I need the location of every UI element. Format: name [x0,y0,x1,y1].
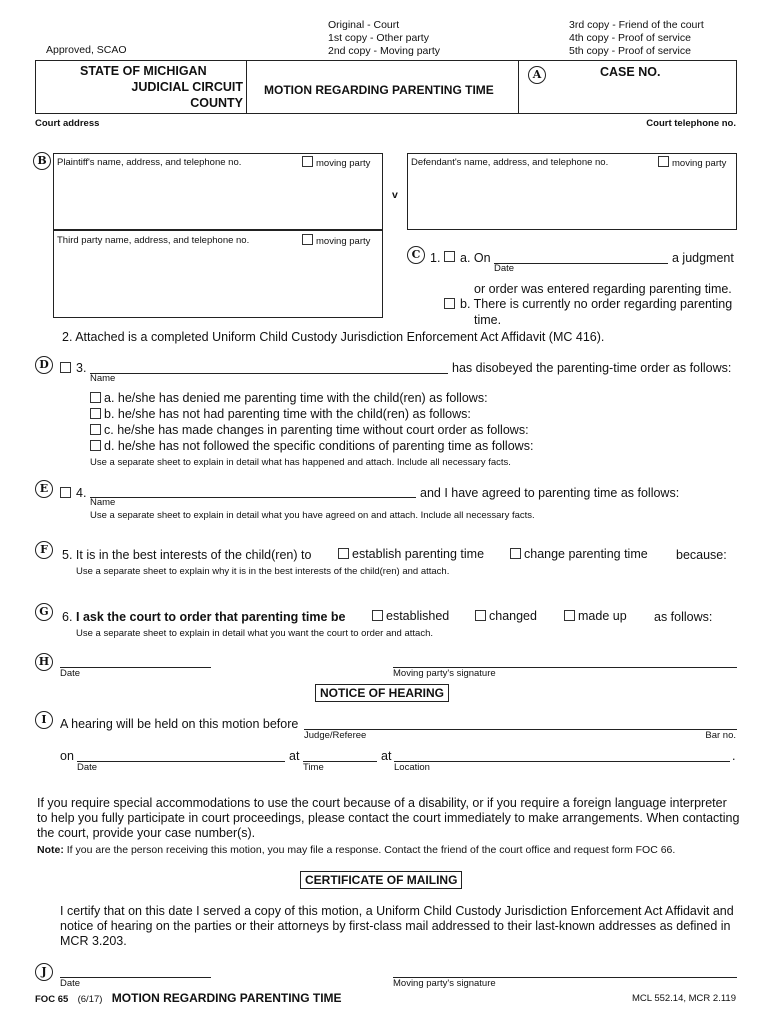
item3-number: 3. [76,361,87,375]
bar-no-label: Bar no. [705,730,736,741]
item1-number: 1. [430,251,441,265]
case-no-label: CASE NO. [600,65,661,79]
item5-opt-change[interactable]: change parenting time [510,547,648,561]
marker-d: D [35,356,53,374]
footer-title: MOTION REGARDING PARENTING TIME [111,991,342,1005]
item4-number: 4. [76,486,87,500]
title-divider-1 [246,60,247,114]
item6-text: I ask the court to order that parenting time be [76,610,346,624]
item1-a-suffix: a judgment [672,251,734,265]
hearing-date-label: Date [77,762,98,773]
at-label-2: at [381,749,392,763]
hearing-location-field[interactable] [394,761,730,762]
certificate-signature-label: Moving party's signature [393,978,496,989]
item1-a-line2: or order was entered regarding parenting time. [474,282,732,296]
marker-c: C [407,246,425,264]
certificate-date-label: Date [60,978,81,989]
defendant-moving-party[interactable]: moving party [658,156,726,169]
item1-b-line1: b. There is currently no order regarding parenting [460,297,733,311]
title-divider-2 [518,60,519,114]
checkbox-icon[interactable] [658,156,669,167]
item6-opt-changed[interactable]: changed [475,609,537,623]
item5-opt-establish[interactable]: establish parenting time [338,547,484,561]
footer-form: FOC 65 [35,994,69,1005]
item3-name-label: Name [90,373,116,384]
notice-heading: NOTICE OF HEARING [315,684,449,702]
signature-date-field[interactable] [60,667,211,668]
item3-d[interactable]: d. he/she has not followed the specific conditions of parenting time as follows: [90,439,533,453]
item1-a-prefix: a. On [460,251,491,265]
marker-f: F [35,541,53,559]
note-text: Note: If you are the person receiving this motion, you may file a response. Contact the friend of the court office and request form FOC 66. [37,844,676,856]
moving-signature-label: Moving party's signature [393,668,496,679]
judge-label: Judge/Referee [304,730,367,741]
item3-a[interactable]: a. he/she has denied me parenting time with the child(ren) as follows: [90,391,488,405]
marker-a: A [528,66,546,84]
item6-number: 6. [62,610,73,624]
item5-note: Use a separate sheet to explain why it is in the best interests of the child(ren) and attach. [76,566,450,577]
court-phone-label: Court telephone no. [646,118,736,129]
item3-c[interactable]: c. he/she has made changes in parenting time without court order as follows: [90,423,529,437]
item6-note: Use a separate sheet to explain in detail what you want the court to order and attach. [76,628,433,639]
item6-as-follows: as follows: [654,610,713,624]
item3-suffix: has disobeyed the parenting-time order as follows: [452,361,732,375]
footer-left [35,991,342,1005]
approved-label: Approved, SCAO [46,44,127,56]
certificate-heading: CERTIFICATE OF MAILING [300,871,462,889]
item4-suffix: and I have agreed to parenting time as follows: [420,486,680,500]
judge-field[interactable] [304,729,737,730]
county-label: COUNTY [190,96,243,110]
marker-j: J [35,963,53,981]
item3-checkbox[interactable] [60,361,74,375]
item4-note: Use a separate sheet to explain in detail what you have agreed on and attach. Include all necessary facts. [90,510,535,521]
hearing-text: A hearing will be held on this motion before [60,717,299,731]
checkbox-icon[interactable] [302,156,313,167]
certificate-text: I certify that on this date I served a copy of this motion, a Uniform Child Custody Jurisdiction Enforcement Act Affidavit and notice of hearing on the parties or their attorneys by first-class mail addressed to their last-known addresses as defined in MCR 3.203. [60,904,734,948]
at-label-1: at [289,749,300,763]
location-period: . [732,749,736,763]
item6-opt-made-up[interactable]: made up [564,609,627,623]
third-party-moving-party[interactable]: moving party [302,234,370,247]
item5-text: 5. It is in the best interests of the child(ren) to [62,548,312,562]
form-title: MOTION REGARDING PARENTING TIME [264,83,494,97]
marker-h: H [35,653,53,671]
signature-date-label: Date [60,668,81,679]
accommodation-text: If you require special accommodations to use the court because of a disability, or if you require a foreign language interpreter to help you fully participate in court proceedings, please contact the court immediately to make arrangements. When contacting the court, provide your case number(s). [37,796,740,840]
hearing-time-label: Time [303,762,324,773]
footer-refs: MCL 552.14, MCR 2.119 [631,993,736,1004]
versus-label: v [392,189,398,201]
marker-i: I [35,711,53,729]
plaintiff-moving-party[interactable]: moving party [302,156,370,169]
item6-opt-established[interactable]: established [372,609,449,623]
item1-b-checkbox[interactable] [444,297,458,311]
court-address-label: Court address [35,118,100,129]
marker-e: E [35,480,53,498]
on-label: on [60,749,74,763]
hearing-location-label: Location [394,762,430,773]
state-label: STATE OF MICHIGAN [80,64,207,78]
case-no-field[interactable] [560,85,730,109]
item3-name-field[interactable] [90,373,448,374]
item2-text: 2. Attached is a completed Uniform Child Custody Jurisdiction Enforcement Act Affidavit (MC 416). [62,330,605,344]
item4-checkbox[interactable] [60,486,74,500]
marker-b: B [33,152,51,170]
footer-rev: (6/17) [77,994,103,1005]
item1-date-label: Date [494,263,515,274]
hearing-date-field[interactable] [77,761,285,762]
marker-g: G [35,603,53,621]
certificate-date-field[interactable] [60,977,211,978]
item3-b[interactable]: b. he/she has not had parenting time with the child(ren) as follows: [90,407,471,421]
item1-b-line2: time. [474,313,502,327]
item3-note: Use a separate sheet to explain in detail what has happened and attach. Include all necessary facts. [90,457,511,468]
circuit-label: JUDICIAL CIRCUIT [131,80,243,94]
checkbox-icon[interactable] [302,234,313,245]
item1-date-field[interactable] [494,263,668,264]
plaintiff-label: Plaintiff's name, address, and telephone no. [57,157,242,168]
item4-name-label: Name [90,497,116,508]
item4-name-field[interactable] [90,497,416,498]
copies-left: Original - Court 1st copy - Other party 2nd copy - Moving party [328,19,441,57]
defendant-label: Defendant's name, address, and telephone no. [411,157,609,168]
third-party-label: Third party name, address, and telephone no. [57,235,250,246]
item1-a-checkbox[interactable] [444,250,458,264]
copies-right: 3rd copy - Friend of the court 4th copy - Proof of service 5th copy - Proof of service [569,19,704,57]
item5-because: because: [676,548,727,562]
